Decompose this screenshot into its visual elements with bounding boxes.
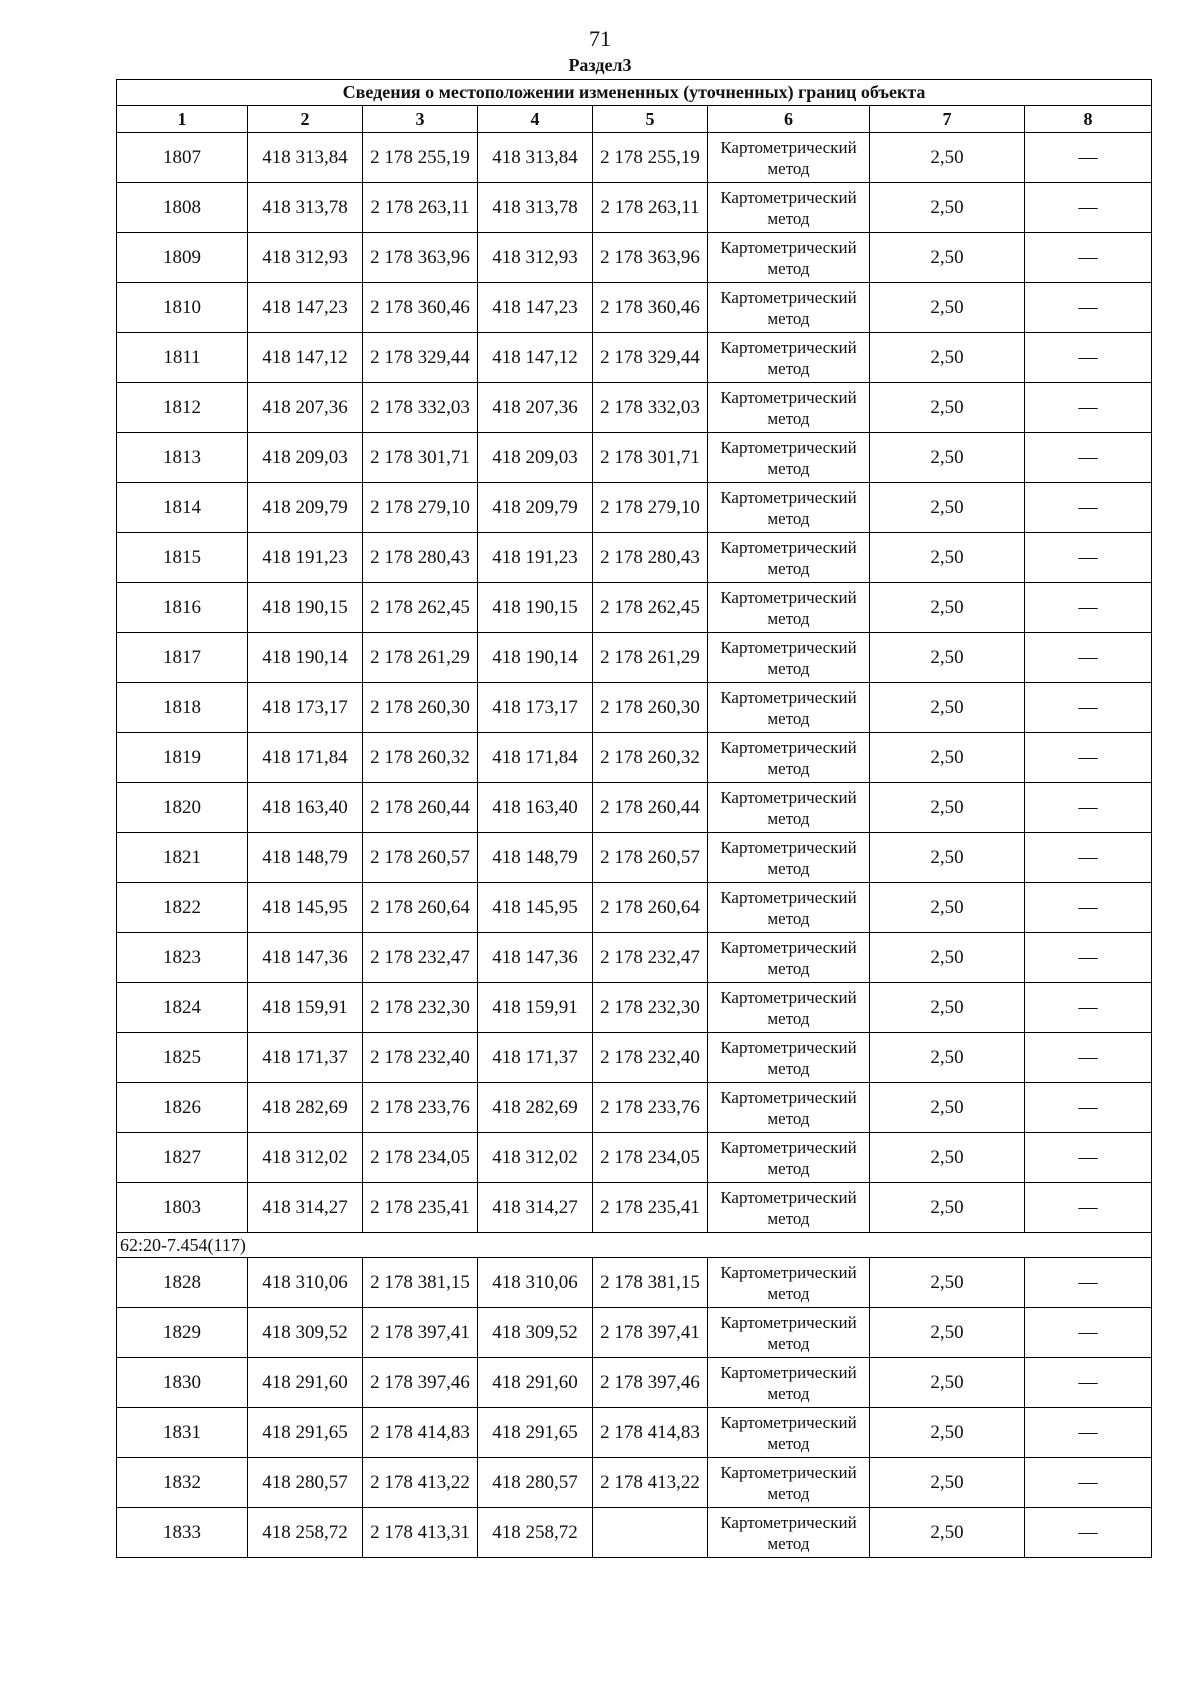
accuracy-cell: 2,50 xyxy=(870,133,1025,183)
y-coordinate-old-cell: 2 178 397,46 xyxy=(363,1358,478,1408)
table-row xyxy=(117,383,1152,433)
y-coordinate-new-cell: 2 178 262,45 xyxy=(593,583,708,633)
x-coordinate-new-cell: 418 163,40 xyxy=(478,783,593,833)
table-row xyxy=(117,433,1152,483)
method-cell: Картометрический метод xyxy=(708,483,870,533)
y-coordinate-new-cell: 2 178 414,83 xyxy=(593,1408,708,1458)
y-coordinate-old-cell: 2 178 413,22 xyxy=(363,1458,478,1508)
point-number-cell: 1828 xyxy=(117,1258,248,1308)
point-number-cell: 1826 xyxy=(117,1083,248,1133)
point-number-cell: 1820 xyxy=(117,783,248,833)
x-coordinate-old-cell: 418 313,84 xyxy=(248,133,363,183)
accuracy-cell: 2,50 xyxy=(870,833,1025,883)
y-coordinate-new-cell: 2 178 363,96 xyxy=(593,233,708,283)
note-cell: — xyxy=(1025,433,1152,483)
y-coordinate-new-cell: 2 178 260,64 xyxy=(593,883,708,933)
x-coordinate-old-cell: 418 312,02 xyxy=(248,1133,363,1183)
y-coordinate-new-cell: 2 178 329,44 xyxy=(593,333,708,383)
x-coordinate-old-cell: 418 282,69 xyxy=(248,1083,363,1133)
method-cell: Картометрический метод xyxy=(708,833,870,883)
x-coordinate-new-cell: 418 291,65 xyxy=(478,1408,593,1458)
y-coordinate-old-cell: 2 178 363,96 xyxy=(363,233,478,283)
x-coordinate-new-cell: 418 171,84 xyxy=(478,733,593,783)
table-row xyxy=(117,1308,1152,1358)
method-cell: Картометрический метод xyxy=(708,533,870,583)
method-cell: Картометрический метод xyxy=(708,133,870,183)
y-coordinate-old-cell: 2 178 260,32 xyxy=(363,733,478,783)
group-row xyxy=(117,1233,1152,1258)
y-coordinate-old-cell: 2 178 263,11 xyxy=(363,183,478,233)
y-coordinate-new-cell: 2 178 255,19 xyxy=(593,133,708,183)
x-coordinate-new-cell: 418 282,69 xyxy=(478,1083,593,1133)
note-cell: — xyxy=(1025,1458,1152,1508)
table-row xyxy=(117,733,1152,783)
column-number: 4 xyxy=(478,106,593,133)
x-coordinate-old-cell: 418 171,84 xyxy=(248,733,363,783)
table-row xyxy=(117,483,1152,533)
accuracy-cell: 2,50 xyxy=(870,1508,1025,1558)
point-number-cell: 1812 xyxy=(117,383,248,433)
x-coordinate-new-cell: 418 314,27 xyxy=(478,1183,593,1233)
table-row xyxy=(117,833,1152,883)
point-number-cell: 1832 xyxy=(117,1458,248,1508)
table-row xyxy=(117,1033,1152,1083)
x-coordinate-new-cell: 418 209,03 xyxy=(478,433,593,483)
x-coordinate-old-cell: 418 145,95 xyxy=(248,883,363,933)
note-cell: — xyxy=(1025,783,1152,833)
x-coordinate-new-cell: 418 191,23 xyxy=(478,533,593,583)
note-cell: — xyxy=(1025,1033,1152,1083)
method-cell: Картометрический метод xyxy=(708,1408,870,1458)
group-label: 62:20-7.454(117) xyxy=(117,1233,1152,1258)
accuracy-cell: 2,50 xyxy=(870,783,1025,833)
table-row xyxy=(117,1258,1152,1308)
accuracy-cell: 2,50 xyxy=(870,583,1025,633)
column-number: 3 xyxy=(363,106,478,133)
y-coordinate-new-cell: 2 178 397,41 xyxy=(593,1308,708,1358)
accuracy-cell: 2,50 xyxy=(870,1033,1025,1083)
x-coordinate-new-cell: 418 310,06 xyxy=(478,1258,593,1308)
x-coordinate-new-cell: 418 258,72 xyxy=(478,1508,593,1558)
note-cell: — xyxy=(1025,883,1152,933)
y-coordinate-new-cell xyxy=(593,1508,708,1558)
y-coordinate-old-cell: 2 178 301,71 xyxy=(363,433,478,483)
table-row xyxy=(117,333,1152,383)
point-number-cell: 1822 xyxy=(117,883,248,933)
method-cell: Картометрический метод xyxy=(708,1083,870,1133)
point-number-cell: 1823 xyxy=(117,933,248,983)
x-coordinate-new-cell: 418 209,79 xyxy=(478,483,593,533)
note-cell: — xyxy=(1025,1308,1152,1358)
accuracy-cell: 2,50 xyxy=(870,383,1025,433)
accuracy-cell: 2,50 xyxy=(870,483,1025,533)
x-coordinate-new-cell: 418 312,02 xyxy=(478,1133,593,1183)
note-cell: — xyxy=(1025,483,1152,533)
y-coordinate-old-cell: 2 178 280,43 xyxy=(363,533,478,583)
x-coordinate-old-cell: 418 310,06 xyxy=(248,1258,363,1308)
y-coordinate-old-cell: 2 178 360,46 xyxy=(363,283,478,333)
x-coordinate-new-cell: 418 147,12 xyxy=(478,333,593,383)
point-number-cell: 1807 xyxy=(117,133,248,183)
accuracy-cell: 2,50 xyxy=(870,1408,1025,1458)
point-number-cell: 1831 xyxy=(117,1408,248,1458)
y-coordinate-old-cell: 2 178 397,41 xyxy=(363,1308,478,1358)
note-cell: — xyxy=(1025,233,1152,283)
accuracy-cell: 2,50 xyxy=(870,983,1025,1033)
accuracy-cell: 2,50 xyxy=(870,183,1025,233)
table-row xyxy=(117,1458,1152,1508)
note-cell: — xyxy=(1025,1508,1152,1558)
x-coordinate-new-cell: 418 171,37 xyxy=(478,1033,593,1083)
point-number-cell: 1833 xyxy=(117,1508,248,1558)
note-cell: — xyxy=(1025,1083,1152,1133)
column-number: 5 xyxy=(593,106,708,133)
point-number-cell: 1824 xyxy=(117,983,248,1033)
y-coordinate-new-cell: 2 178 301,71 xyxy=(593,433,708,483)
table-body xyxy=(117,133,1152,1558)
method-cell: Картометрический метод xyxy=(708,633,870,683)
x-coordinate-new-cell: 418 207,36 xyxy=(478,383,593,433)
x-coordinate-old-cell: 418 291,65 xyxy=(248,1408,363,1458)
y-coordinate-new-cell: 2 178 260,30 xyxy=(593,683,708,733)
table-row xyxy=(117,583,1152,633)
accuracy-cell: 2,50 xyxy=(870,933,1025,983)
note-cell: — xyxy=(1025,633,1152,683)
y-coordinate-old-cell: 2 178 279,10 xyxy=(363,483,478,533)
note-cell: — xyxy=(1025,933,1152,983)
table-row xyxy=(117,983,1152,1033)
method-cell: Картометрический метод xyxy=(708,283,870,333)
y-coordinate-old-cell: 2 178 232,30 xyxy=(363,983,478,1033)
y-coordinate-new-cell: 2 178 232,47 xyxy=(593,933,708,983)
point-number-cell: 1825 xyxy=(117,1033,248,1083)
x-coordinate-old-cell: 418 209,79 xyxy=(248,483,363,533)
column-number: 6 xyxy=(708,106,870,133)
x-coordinate-new-cell: 418 159,91 xyxy=(478,983,593,1033)
y-coordinate-old-cell: 2 178 232,40 xyxy=(363,1033,478,1083)
accuracy-cell: 2,50 xyxy=(870,1133,1025,1183)
accuracy-cell: 2,50 xyxy=(870,433,1025,483)
column-number: 1 xyxy=(117,106,248,133)
x-coordinate-old-cell: 418 147,12 xyxy=(248,333,363,383)
x-coordinate-new-cell: 418 312,93 xyxy=(478,233,593,283)
y-coordinate-new-cell: 2 178 397,46 xyxy=(593,1358,708,1408)
method-cell: Картометрический метод xyxy=(708,1258,870,1308)
point-number-cell: 1803 xyxy=(117,1183,248,1233)
method-cell: Картометрический метод xyxy=(708,883,870,933)
method-cell: Картометрический метод xyxy=(708,1033,870,1083)
method-cell: Картометрический метод xyxy=(708,333,870,383)
y-coordinate-old-cell: 2 178 332,03 xyxy=(363,383,478,433)
y-coordinate-old-cell: 2 178 261,29 xyxy=(363,633,478,683)
page-number: 71 xyxy=(589,26,611,51)
accuracy-cell: 2,50 xyxy=(870,1308,1025,1358)
y-coordinate-old-cell: 2 178 329,44 xyxy=(363,333,478,383)
x-coordinate-old-cell: 418 207,36 xyxy=(248,383,363,433)
table-row xyxy=(117,533,1152,583)
y-coordinate-old-cell: 2 178 262,45 xyxy=(363,583,478,633)
x-coordinate-old-cell: 418 190,14 xyxy=(248,633,363,683)
y-coordinate-old-cell: 2 178 235,41 xyxy=(363,1183,478,1233)
x-coordinate-new-cell: 418 173,17 xyxy=(478,683,593,733)
table-row xyxy=(117,883,1152,933)
method-cell: Картометрический метод xyxy=(708,933,870,983)
note-cell: — xyxy=(1025,983,1152,1033)
method-cell: Картометрический метод xyxy=(708,783,870,833)
x-coordinate-old-cell: 418 173,17 xyxy=(248,683,363,733)
table-row xyxy=(117,1183,1152,1233)
y-coordinate-old-cell: 2 178 260,44 xyxy=(363,783,478,833)
y-coordinate-new-cell: 2 178 381,15 xyxy=(593,1258,708,1308)
x-coordinate-new-cell: 418 309,52 xyxy=(478,1308,593,1358)
x-coordinate-old-cell: 418 291,60 xyxy=(248,1358,363,1408)
y-coordinate-old-cell: 2 178 255,19 xyxy=(363,133,478,183)
method-cell: Картометрический метод xyxy=(708,383,870,433)
y-coordinate-old-cell: 2 178 414,83 xyxy=(363,1408,478,1458)
point-number-cell: 1809 xyxy=(117,233,248,283)
x-coordinate-old-cell: 418 314,27 xyxy=(248,1183,363,1233)
column-number: 7 xyxy=(870,106,1025,133)
x-coordinate-old-cell: 418 313,78 xyxy=(248,183,363,233)
table-row xyxy=(117,1508,1152,1558)
method-cell: Картометрический метод xyxy=(708,733,870,783)
accuracy-cell: 2,50 xyxy=(870,883,1025,933)
note-cell: — xyxy=(1025,1183,1152,1233)
note-cell: — xyxy=(1025,833,1152,883)
x-coordinate-old-cell: 418 190,15 xyxy=(248,583,363,633)
accuracy-cell: 2,50 xyxy=(870,1083,1025,1133)
accuracy-cell: 2,50 xyxy=(870,233,1025,283)
y-coordinate-new-cell: 2 178 260,32 xyxy=(593,733,708,783)
y-coordinate-old-cell: 2 178 381,15 xyxy=(363,1258,478,1308)
table-row xyxy=(117,683,1152,733)
accuracy-cell: 2,50 xyxy=(870,283,1025,333)
note-cell: — xyxy=(1025,1133,1152,1183)
x-coordinate-old-cell: 418 147,23 xyxy=(248,283,363,333)
x-coordinate-old-cell: 418 163,40 xyxy=(248,783,363,833)
y-coordinate-new-cell: 2 178 233,76 xyxy=(593,1083,708,1133)
y-coordinate-new-cell: 2 178 332,03 xyxy=(593,383,708,433)
x-coordinate-old-cell: 418 209,03 xyxy=(248,433,363,483)
x-coordinate-new-cell: 418 313,84 xyxy=(478,133,593,183)
method-cell: Картометрический метод xyxy=(708,1358,870,1408)
method-cell: Картометрический метод xyxy=(708,983,870,1033)
method-cell: Картометрический метод xyxy=(708,1508,870,1558)
y-coordinate-new-cell: 2 178 260,44 xyxy=(593,783,708,833)
coordinates-table xyxy=(116,79,1152,1558)
column-number: 2 xyxy=(248,106,363,133)
y-coordinate-new-cell: 2 178 261,29 xyxy=(593,633,708,683)
x-coordinate-new-cell: 418 280,57 xyxy=(478,1458,593,1508)
table-row xyxy=(117,633,1152,683)
x-coordinate-new-cell: 418 148,79 xyxy=(478,833,593,883)
point-number-cell: 1821 xyxy=(117,833,248,883)
accuracy-cell: 2,50 xyxy=(870,1358,1025,1408)
point-number-cell: 1817 xyxy=(117,633,248,683)
x-coordinate-new-cell: 418 313,78 xyxy=(478,183,593,233)
y-coordinate-new-cell: 2 178 263,11 xyxy=(593,183,708,233)
note-cell: — xyxy=(1025,733,1152,783)
table-row xyxy=(117,1083,1152,1133)
note-cell: — xyxy=(1025,583,1152,633)
point-number-cell: 1830 xyxy=(117,1358,248,1408)
accuracy-cell: 2,50 xyxy=(870,633,1025,683)
note-cell: — xyxy=(1025,383,1152,433)
point-number-cell: 1814 xyxy=(117,483,248,533)
note-cell: — xyxy=(1025,183,1152,233)
note-cell: — xyxy=(1025,1408,1152,1458)
x-coordinate-old-cell: 418 148,79 xyxy=(248,833,363,883)
table-row xyxy=(117,1133,1152,1183)
y-coordinate-new-cell: 2 178 279,10 xyxy=(593,483,708,533)
x-coordinate-old-cell: 418 280,57 xyxy=(248,1458,363,1508)
table-title: Сведения о местоположении измененных (уточненных) границ объекта xyxy=(117,80,1152,106)
method-cell: Картометрический метод xyxy=(708,1133,870,1183)
point-number-cell: 1829 xyxy=(117,1308,248,1358)
column-number: 8 xyxy=(1025,106,1152,133)
y-coordinate-old-cell: 2 178 260,64 xyxy=(363,883,478,933)
point-number-cell: 1816 xyxy=(117,583,248,633)
x-coordinate-old-cell: 418 312,93 xyxy=(248,233,363,283)
accuracy-cell: 2,50 xyxy=(870,733,1025,783)
y-coordinate-new-cell: 2 178 232,30 xyxy=(593,983,708,1033)
point-number-cell: 1815 xyxy=(117,533,248,583)
method-cell: Картометрический метод xyxy=(708,433,870,483)
accuracy-cell: 2,50 xyxy=(870,1258,1025,1308)
accuracy-cell: 2,50 xyxy=(870,683,1025,733)
note-cell: — xyxy=(1025,1258,1152,1308)
point-number-cell: 1827 xyxy=(117,1133,248,1183)
method-cell: Картометрический метод xyxy=(708,233,870,283)
table-row xyxy=(117,783,1152,833)
x-coordinate-new-cell: 418 147,23 xyxy=(478,283,593,333)
y-coordinate-new-cell: 2 178 232,40 xyxy=(593,1033,708,1083)
x-coordinate-old-cell: 418 191,23 xyxy=(248,533,363,583)
note-cell: — xyxy=(1025,533,1152,583)
point-number-cell: 1818 xyxy=(117,683,248,733)
y-coordinate-new-cell: 2 178 260,57 xyxy=(593,833,708,883)
note-cell: — xyxy=(1025,1358,1152,1408)
accuracy-cell: 2,50 xyxy=(870,1458,1025,1508)
x-coordinate-new-cell: 418 147,36 xyxy=(478,933,593,983)
x-coordinate-new-cell: 418 190,15 xyxy=(478,583,593,633)
table-row xyxy=(117,1408,1152,1458)
note-cell: — xyxy=(1025,283,1152,333)
method-cell: Картометрический метод xyxy=(708,1183,870,1233)
method-cell: Картометрический метод xyxy=(708,183,870,233)
y-coordinate-new-cell: 2 178 234,05 xyxy=(593,1133,708,1183)
x-coordinate-old-cell: 418 159,91 xyxy=(248,983,363,1033)
table-row xyxy=(117,1358,1152,1408)
note-cell: — xyxy=(1025,683,1152,733)
accuracy-cell: 2,50 xyxy=(870,333,1025,383)
method-cell: Картометрический метод xyxy=(708,1308,870,1358)
table-row xyxy=(117,233,1152,283)
table-row xyxy=(117,933,1152,983)
table-row xyxy=(117,283,1152,333)
y-coordinate-old-cell: 2 178 232,47 xyxy=(363,933,478,983)
point-number-cell: 1808 xyxy=(117,183,248,233)
note-cell: — xyxy=(1025,133,1152,183)
y-coordinate-new-cell: 2 178 413,22 xyxy=(593,1458,708,1508)
accuracy-cell: 2,50 xyxy=(870,533,1025,583)
method-cell: Картометрический метод xyxy=(708,683,870,733)
y-coordinate-old-cell: 2 178 413,31 xyxy=(363,1508,478,1558)
x-coordinate-old-cell: 418 309,52 xyxy=(248,1308,363,1358)
y-coordinate-old-cell: 2 178 234,05 xyxy=(363,1133,478,1183)
point-number-cell: 1819 xyxy=(117,733,248,783)
x-coordinate-old-cell: 418 171,37 xyxy=(248,1033,363,1083)
y-coordinate-new-cell: 2 178 280,43 xyxy=(593,533,708,583)
section-title: Раздел3 xyxy=(568,55,632,75)
x-coordinate-new-cell: 418 190,14 xyxy=(478,633,593,683)
method-cell: Картометрический метод xyxy=(708,583,870,633)
y-coordinate-old-cell: 2 178 233,76 xyxy=(363,1083,478,1133)
x-coordinate-old-cell: 418 147,36 xyxy=(248,933,363,983)
y-coordinate-old-cell: 2 178 260,30 xyxy=(363,683,478,733)
table-row xyxy=(117,133,1152,183)
table-row xyxy=(117,183,1152,233)
note-cell: — xyxy=(1025,333,1152,383)
x-coordinate-new-cell: 418 291,60 xyxy=(478,1358,593,1408)
y-coordinate-old-cell: 2 178 260,57 xyxy=(363,833,478,883)
point-number-cell: 1811 xyxy=(117,333,248,383)
accuracy-cell: 2,50 xyxy=(870,1183,1025,1233)
y-coordinate-new-cell: 2 178 235,41 xyxy=(593,1183,708,1233)
y-coordinate-new-cell: 2 178 360,46 xyxy=(593,283,708,333)
x-coordinate-old-cell: 418 258,72 xyxy=(248,1508,363,1558)
point-number-cell: 1810 xyxy=(117,283,248,333)
x-coordinate-new-cell: 418 145,95 xyxy=(478,883,593,933)
method-cell: Картометрический метод xyxy=(708,1458,870,1508)
point-number-cell: 1813 xyxy=(117,433,248,483)
